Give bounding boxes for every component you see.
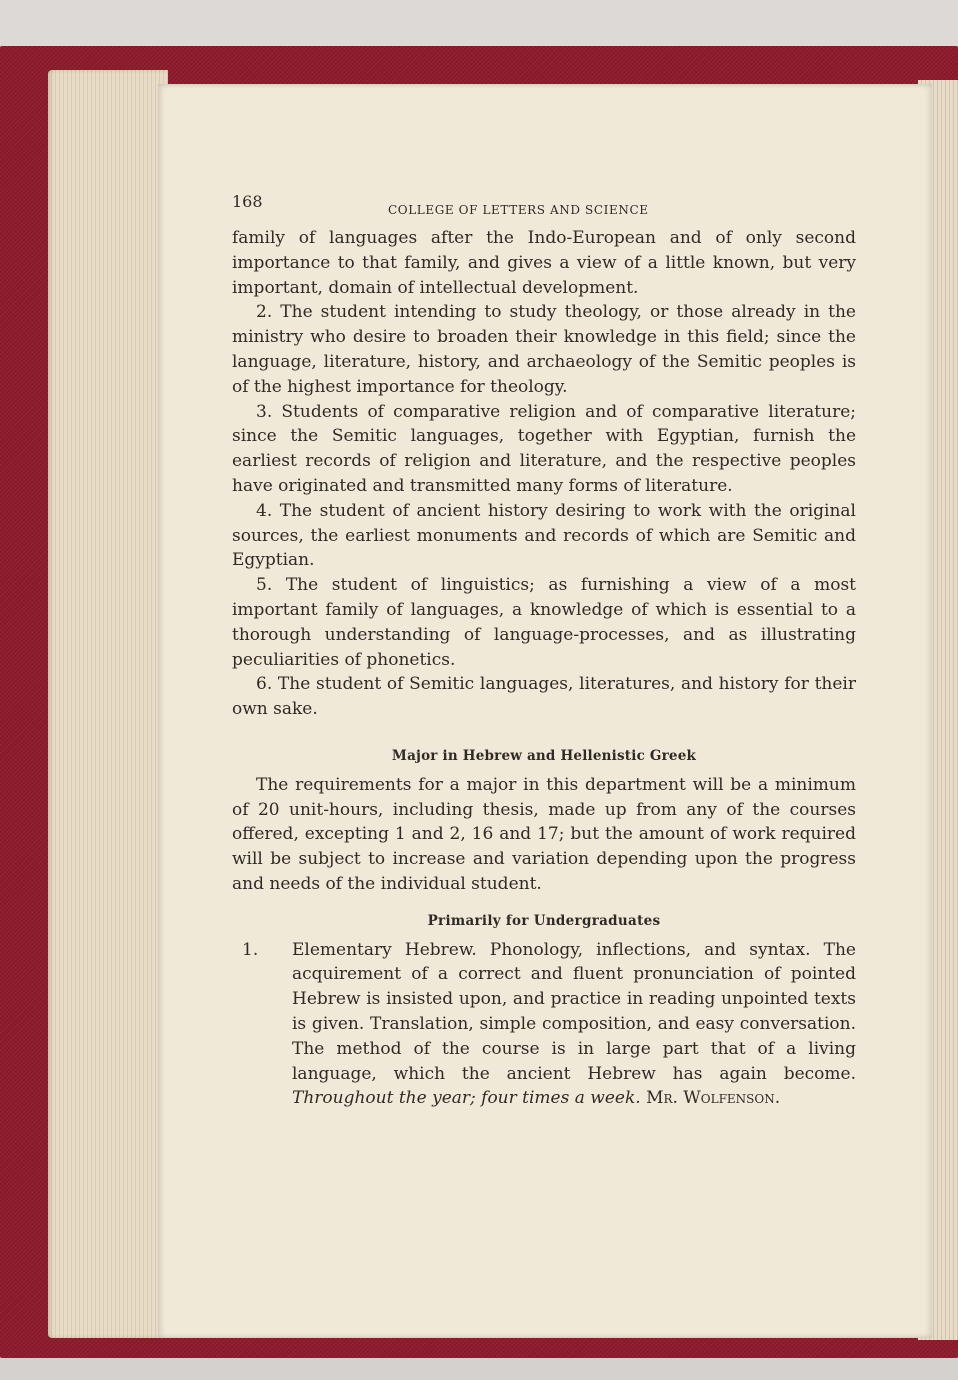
page-edges-left	[48, 70, 168, 1338]
paragraph: 4. The student of ancient history desiring to work with the original sources, the earliest monuments and records of which are Semitic and Egyptian.	[232, 500, 856, 571]
paragraph: 2. The student intending to study theology, or those already in the ministry who desire to broaden their knowledge in this field; since the language, literature, history, and archaeology of the Semitic peoples is of the highest importance for theology.	[232, 302, 856, 397]
page-text	[232, 186, 856, 1111]
section-heading: Primarily for Undergraduates	[427, 912, 661, 929]
header-title: COLLEGE OF LETTERS AND SCIENCE	[388, 203, 649, 217]
course-entry	[232, 938, 856, 1112]
course-instructor: Mr. Wolfenson.	[646, 1088, 781, 1109]
course-schedule: Throughout the year; four times a week.	[292, 1088, 647, 1109]
paragraph: 3. Students of comparative religion and of comparative literature; since the Semitic languages, together with Egyptian, furnish the earliest records of religion and literature, and the respective peoples have originated and transmitted many forms of literature.	[232, 401, 856, 496]
paragraph: 5. The student of linguistics; as furnishing a view of a most important family of languages, a knowledge of which is essential to a thorough understanding of language-processes, and as illustrating peculiarities of phonetics.	[232, 575, 856, 670]
major-text: The requirements for a major in this department will be a minimum of 20 unit-hours, including thesis, made up from any of the courses offered, excepting 1 and 2, 16 and 17; but the amount of work required will be subject to increase and variation depending upon the progress and needs of the individual student.	[232, 774, 856, 894]
course-number: 1.	[242, 939, 259, 960]
paragraph: family of languages after the Indo-European and of only second importance to that family, and gives a view of a little known, but very important, domain of intellectual development.	[232, 228, 856, 298]
paragraph: 6. The student of Semitic languages, literatures, and history for their own sake.	[232, 674, 856, 720]
major-heading: Major in Hebrew and Hellenistic Greek	[391, 747, 697, 764]
page-number: 168	[232, 192, 263, 211]
running-head	[232, 186, 856, 226]
course-description: Elementary Hebrew. Phonology, inflections, and syntax. The acquirement of a correct and fluent pronunciation of pointed Hebrew is insisted upon, and practice in reading unpointed texts is given. Translation, simple composition, and easy conversation. The method of the course is in large part that of a living language, which the ancient Hebrew has again become.	[292, 939, 856, 1084]
